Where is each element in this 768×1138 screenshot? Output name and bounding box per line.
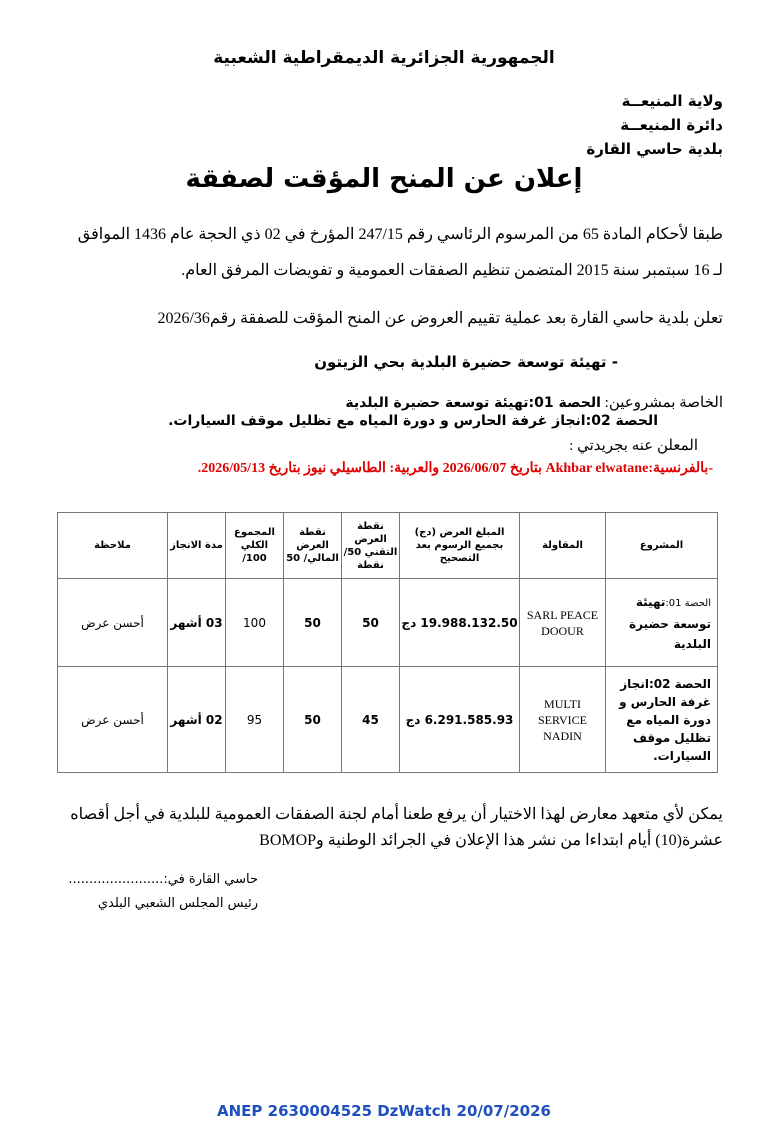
intro-line-1: طبقا لأحكام المادة 65 من المرسوم الرئاسي رقم 247/15 المؤرخ في 02 ذي الحجة عام 1436 الموافق (77, 226, 723, 243)
lots-line-1 (345, 393, 723, 412)
newspapers-line: -بالفرنسية:Akhbar elwatane بتاريخ 2026/06/07 والعربية: الطاسيلي نيوز بتاريخ 2026/05/13. (197, 461, 713, 476)
header-project: المشروع (606, 513, 718, 579)
row2-contractor: MULTI SERVICE NADIN (520, 667, 606, 773)
project-name: - تهيئة توسعة حضيرة البلدية بحي الزيتون (314, 353, 618, 371)
lots-prefix: الخاصة بمشروعين: (604, 395, 723, 411)
intro-line-3: تعلن بلدية حاسي القارة بعد عملية تقييم العروض عن المنح المؤقت للصفقة رقم2026/36 (157, 310, 723, 327)
signature-place: حاسي القارة في:....................... (68, 872, 258, 887)
row1-contractor: SARL PEACE DOOUR (520, 579, 606, 667)
daira-label: دائرة المنيعــة (620, 116, 723, 134)
row1-duration: 03 أشهر (168, 579, 226, 667)
row1-tech-score: 50 (342, 579, 400, 667)
row2-tech-score: 45 (342, 667, 400, 773)
table-header-row (58, 513, 718, 579)
row2-total: 95 (226, 667, 284, 773)
header-fin-score: نقطة العرض المالي/ 50 (284, 513, 342, 579)
announcement-title: إعلان عن المنح المؤقت لصفقة (185, 164, 583, 194)
header-contractor: المقاولة (520, 513, 606, 579)
lot2-text: انجاز غرفة الحارس و دورة المياه مع تظليل موقف السيارات. (168, 413, 586, 429)
row2-fin-score: 50 (284, 667, 342, 773)
republic-header: الجمهورية الجزائرية الديمقراطية الشعبية (213, 48, 555, 68)
header-amount: المبلغ العرض (دج) بجميع الرسوم بعد التصحيح (400, 513, 520, 579)
header-total: المجموع الكلي 100/ (226, 513, 284, 579)
announced-in: المعلن عنه بجريدتي : (569, 438, 698, 454)
table-row (58, 667, 718, 773)
results-table (57, 512, 718, 773)
header-duration: مدة الانجاز (168, 513, 226, 579)
header-tech-score: نقطة العرض التقني 50/نقطة (342, 513, 400, 579)
row1-lot-text: تهيئة توسعة حضيرة البلدية (629, 594, 711, 651)
row2-duration: 02 أشهر (168, 667, 226, 773)
signature-role: رئيس المجلس الشعبي البلدي (97, 896, 258, 911)
row1-project (606, 579, 718, 667)
lot2-label: الحصة 02: (585, 413, 658, 429)
row1-lot-label: الحصة 01: (665, 597, 711, 609)
footer-reference: ANEP 2630004525 DzWatch 20/07/2026 (217, 1102, 551, 1120)
lot1-label: الحصة 01: (528, 395, 601, 411)
lot1-text: تهيئة توسعة حضيرة البلدية (345, 395, 529, 411)
row1-fin-score: 50 (284, 579, 342, 667)
lots-line-2 (168, 413, 658, 430)
row1-note: أحسن عرض (58, 579, 168, 667)
row1-amount: 19.988.132.50 دج (400, 579, 520, 667)
row2-amount: 6.291.585.93 دج (400, 667, 520, 773)
table-row (58, 579, 718, 667)
row2-project: الحصة 02:انجاز غرفة الحارس و دورة المياه مع تظليل موقف السيارات. (606, 667, 718, 773)
row2-note: أحسن عرض (58, 667, 168, 773)
closing-line-2: عشرة(10) أيام ابتداءا من نشر هذا الإعلان في الجرائد الوطنية وBOMOP (259, 832, 723, 849)
intro-line-2: لـ 16 سبتمبر سنة 2015 المتضمن تنظيم الصفقات العمومية و تفويضات المرفق العام. (181, 262, 723, 279)
commune-label: بلدية حاسي القارة (586, 140, 723, 158)
row1-total: 100 (226, 579, 284, 667)
wilaya-label: ولاية المنيعــة (621, 92, 723, 110)
closing-line-1: يمكن لأي متعهد معارض لهذا الاختيار أن يرفع طعنا أمام لجنة الصفقات العمومية للبلدية في أجل أقصاه (70, 806, 723, 823)
header-note: ملاحظة (58, 513, 168, 579)
